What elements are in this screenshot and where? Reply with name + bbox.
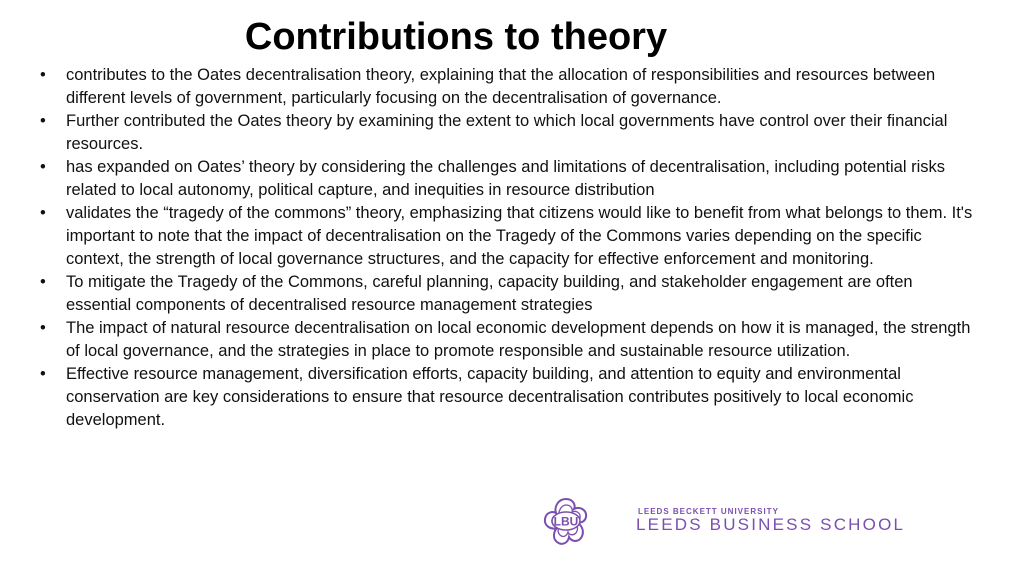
- slide-title: Contributions to theory: [244, 16, 668, 58]
- bullet-text: validates the “tragedy of the commons” theory, emphasizing that citizens would like to benefit from what belongs to them. It's important to note that the impact of decentralisation on the Tragedy of the Commons varies depending on the specific context, the strength of local governance structures, and the capacity for effective enforcement and monitoring.: [66, 204, 973, 268]
- bullet-text: has expanded on Oates’ theory by considering the challenges and limitations of decentralisation, including potential risks related to local autonomy, political capture, and inequities in resource distribution: [66, 158, 946, 199]
- bullet-icon: •: [40, 66, 46, 84]
- bullet-item: [40, 317, 980, 363]
- bullet-text: The impact of natural resource decentralisation on local economic development depends on how it is managed, the strength of local governance, and the strategies in place to promote responsible and sustainable resource utilization.: [66, 319, 971, 360]
- rose-emblem-icon: [540, 496, 592, 548]
- bullet-text: To mitigate the Tragedy of the Commons, careful planning, capacity building, and stakeholder engagement are often essential components of decentralised resource management strategies: [66, 273, 913, 314]
- bullet-item: [40, 64, 980, 110]
- bullet-item: [40, 271, 980, 317]
- bullet-item: [40, 110, 980, 156]
- school-name: LEEDS BUSINESS SCHOOL: [636, 515, 906, 534]
- bullet-icon: •: [40, 204, 46, 222]
- bullet-list: [40, 64, 980, 432]
- bullet-item: [40, 363, 980, 432]
- university-name: LEEDS BECKETT UNIVERSITY: [638, 507, 779, 516]
- bullet-text: Further contributed the Oates theory by examining the extent to which local governments have control over their financial resources.: [66, 112, 948, 153]
- bullet-icon: •: [40, 112, 46, 130]
- bullet-item: [40, 156, 980, 202]
- bullet-icon: •: [40, 319, 46, 337]
- bullet-text: Effective resource management, diversification efforts, capacity building, and attention to equity and environmental conservation are key considerations to ensure that resource decentralisation contributes positively to local economic development.: [66, 365, 914, 429]
- bullet-icon: •: [40, 158, 46, 176]
- bullet-text: contributes to the Oates decentralisation theory, explaining that the allocation of responsibilities and resources between different levels of government, particularly focusing on the decentralisation of governance.: [66, 66, 936, 107]
- bullet-icon: •: [40, 365, 46, 383]
- leeds-business-school-logo: [540, 496, 940, 548]
- bullet-item: [40, 202, 980, 271]
- emblem-text: LBU: [553, 514, 579, 529]
- bullet-icon: •: [40, 273, 46, 291]
